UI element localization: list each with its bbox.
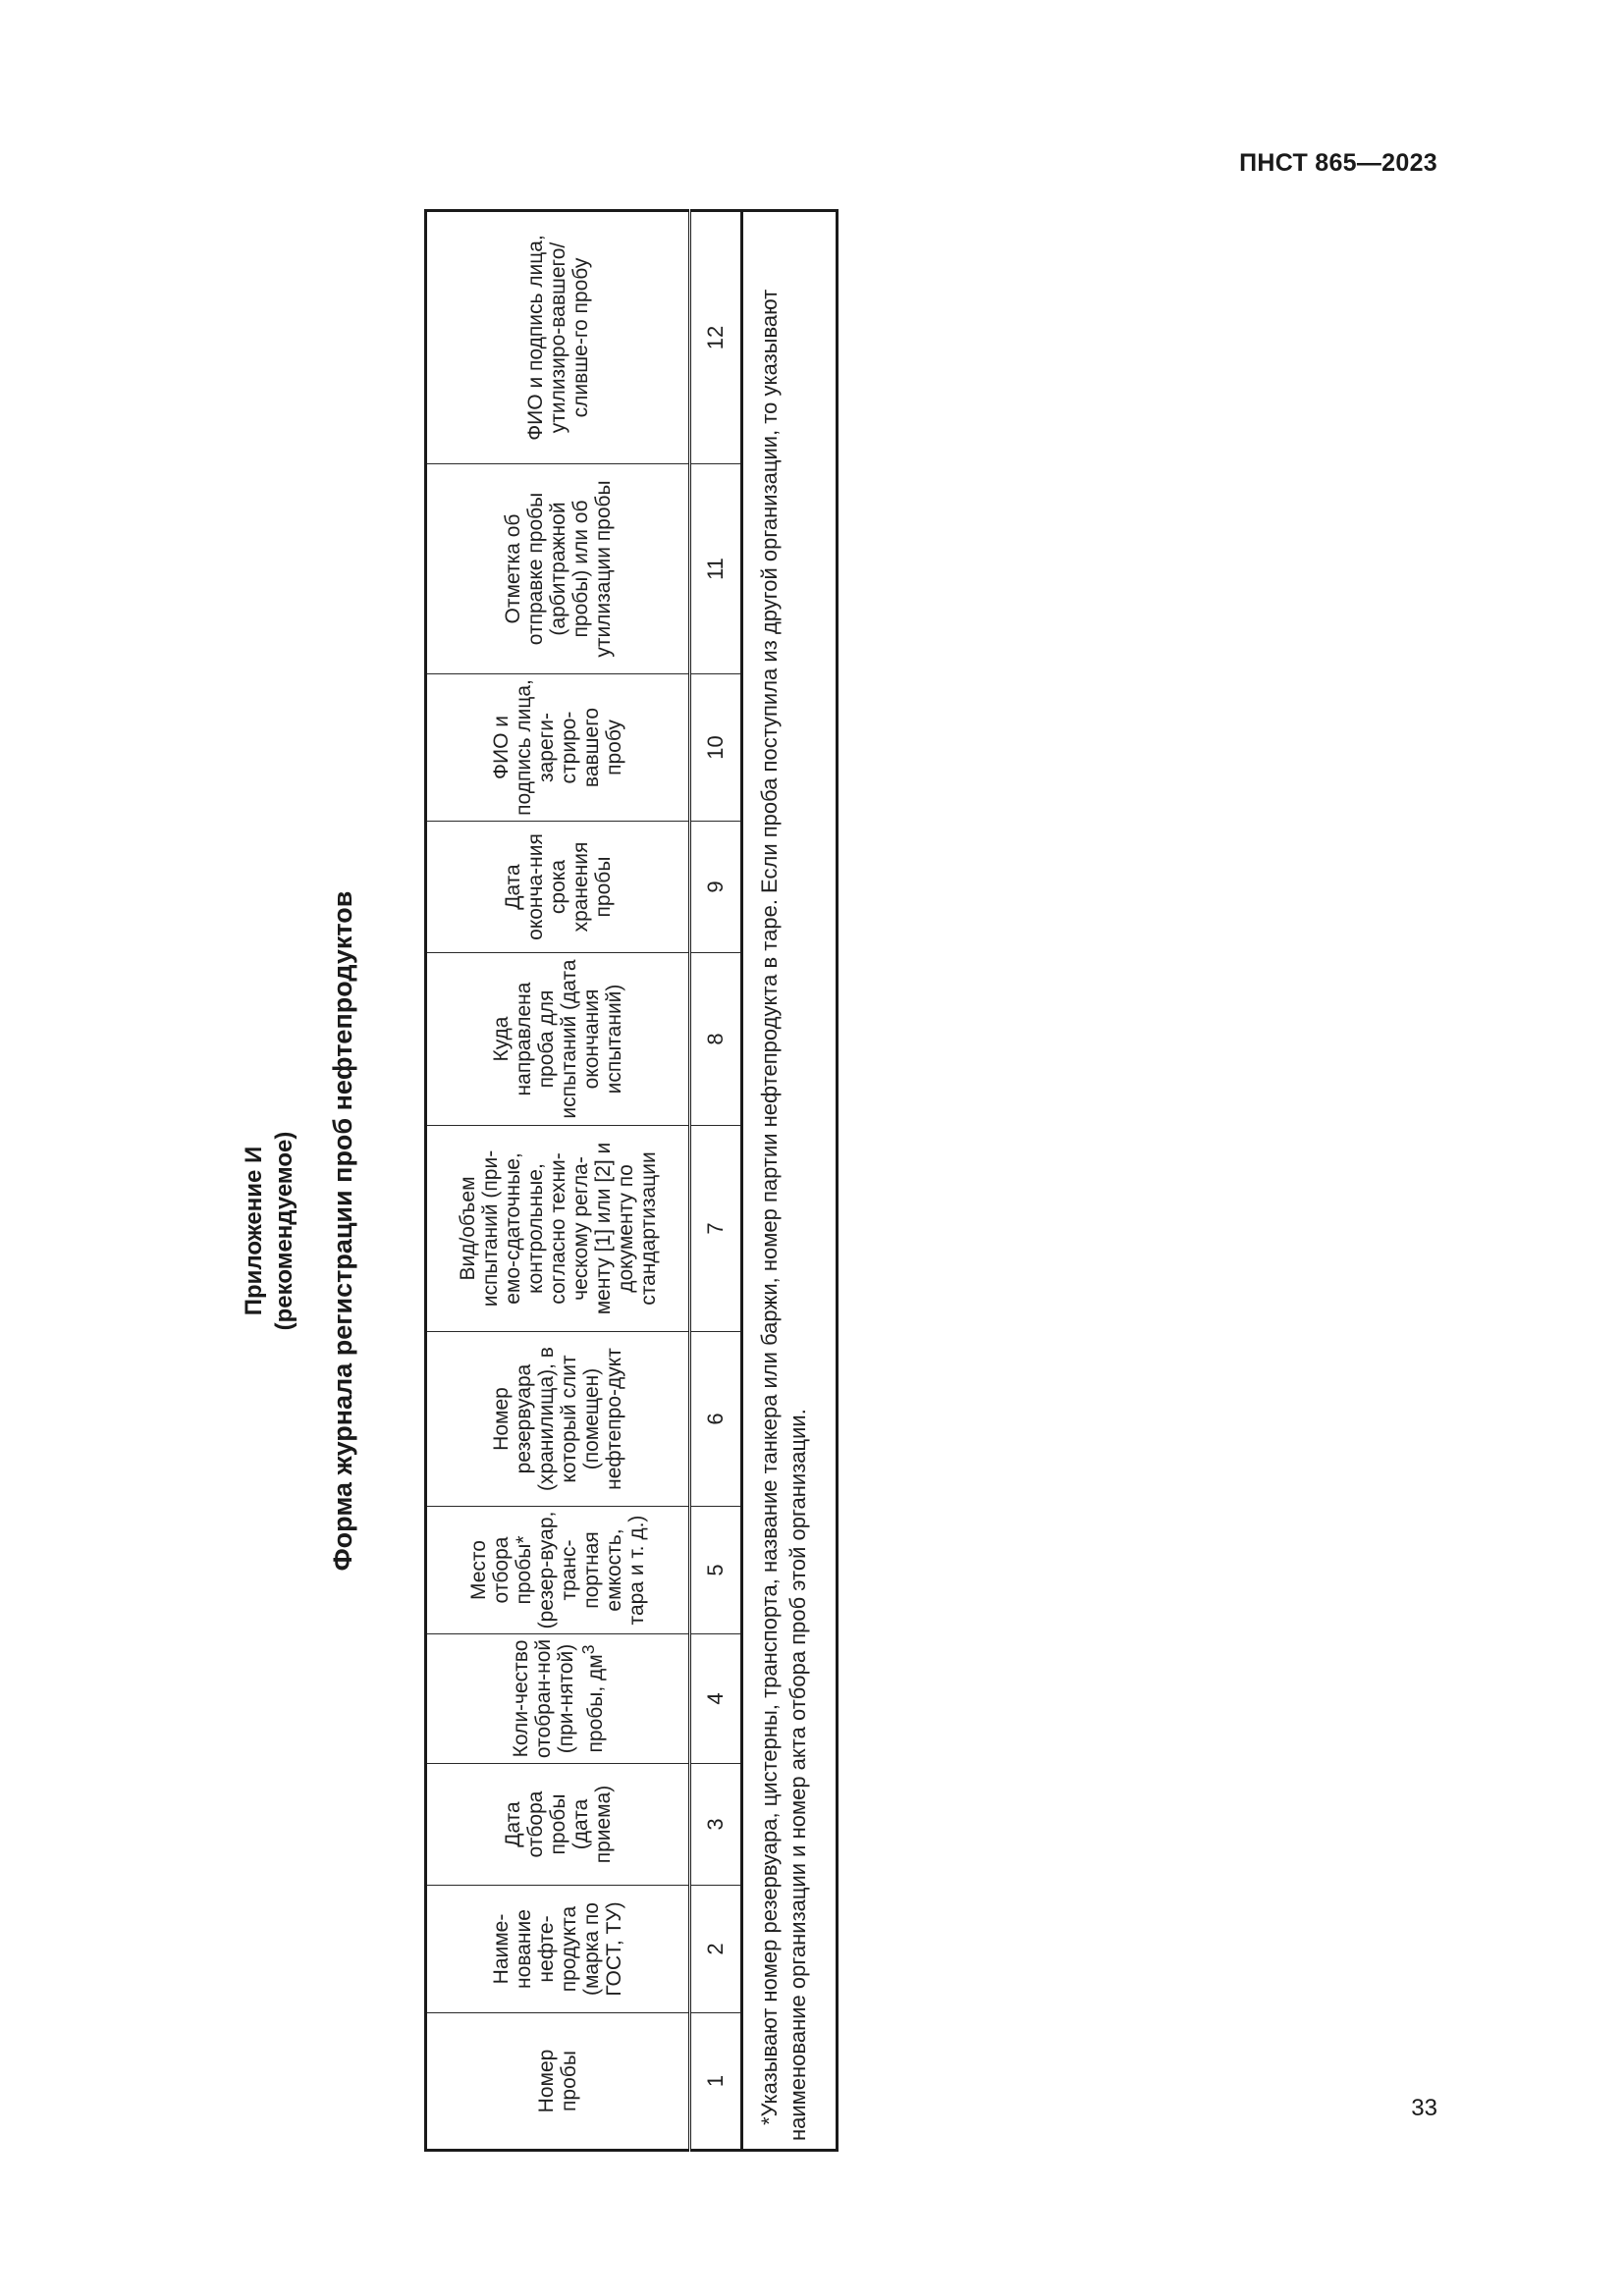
column-number: 3 bbox=[690, 1764, 742, 1886]
column-number: 9 bbox=[690, 822, 742, 953]
table-header-row bbox=[426, 211, 690, 2151]
footnote-row bbox=[742, 211, 838, 2151]
column-number-row bbox=[690, 211, 742, 2151]
column-header: Вид/объем испытаний (при-емо-сдаточные, контрольные, согласно техни-ческому регла-менту [1] или [2] и документу по стандартизации bbox=[426, 1126, 690, 1332]
form-title: Форма журнала регистрации проб нефтепродуктов bbox=[328, 890, 357, 1572]
document-code: ПНСТ 865—2023 bbox=[1239, 149, 1437, 177]
column-header: Номер резервуара (хранилища), в который слит (помещен) нефтепро-дукт bbox=[426, 1332, 690, 1507]
column-header: ФИО и подпись лица, зареги-стриро-вавшего пробу bbox=[426, 674, 690, 822]
column-number: 5 bbox=[690, 1507, 742, 1634]
footnote-text: *Указывают номер резервуара, цистерны, транспорта, название танкера или баржи, номер партии нефтепродукта в таре. Если проба поступила из другой организации, то указывают наименование организации и номер акта отбора проб этой организации. bbox=[757, 289, 810, 2141]
column-header: Дата оконча-ния срока хранения пробы bbox=[426, 822, 690, 953]
column-number: 2 bbox=[690, 1886, 742, 2013]
column-number: 8 bbox=[690, 953, 742, 1126]
column-header: Дата отбора пробы (дата приема) bbox=[426, 1764, 690, 1886]
appendix-title: Приложение И bbox=[241, 1146, 267, 1316]
column-header: Отметка об отправке пробы (арбитражной пробы) или об утилизации пробы bbox=[426, 464, 690, 674]
column-number: 6 bbox=[690, 1332, 742, 1507]
rotated-landscape-content bbox=[190, 235, 986, 2152]
appendix-status: (рекомендуемое) bbox=[270, 1131, 298, 1331]
table-footnote bbox=[742, 211, 838, 2151]
column-number: 11 bbox=[690, 464, 742, 674]
column-number: 7 bbox=[690, 1126, 742, 1332]
appendix-heading bbox=[240, 310, 299, 2152]
column-number: 1 bbox=[690, 2013, 742, 2151]
sample-registration-journal-table bbox=[424, 209, 839, 2152]
column-header: Куда направлена проба для испытаний (дата окончания испытаний) bbox=[426, 953, 690, 1126]
column-number: 4 bbox=[690, 1634, 742, 1764]
column-header: Коли-чество отобран-ной (при-нятой) пробы, $дм^3$ bbox=[426, 1634, 690, 1764]
column-header: Место отбора пробы* (резер-вуар, транс-портная емкость, тара и т. д.) bbox=[426, 1507, 690, 1634]
column-header: Наиме-нование нефте-продукта (марка по ГОСТ, ТУ) bbox=[426, 1886, 690, 2013]
column-header: Номер пробы bbox=[426, 2013, 690, 2151]
column-number: 12 bbox=[690, 211, 742, 464]
page-number: 33 bbox=[1411, 2095, 1437, 2121]
column-header: ФИО и подпись лица, утилизиро-вавшего/сливше-го пробу bbox=[426, 211, 690, 464]
column-number: 10 bbox=[690, 674, 742, 822]
